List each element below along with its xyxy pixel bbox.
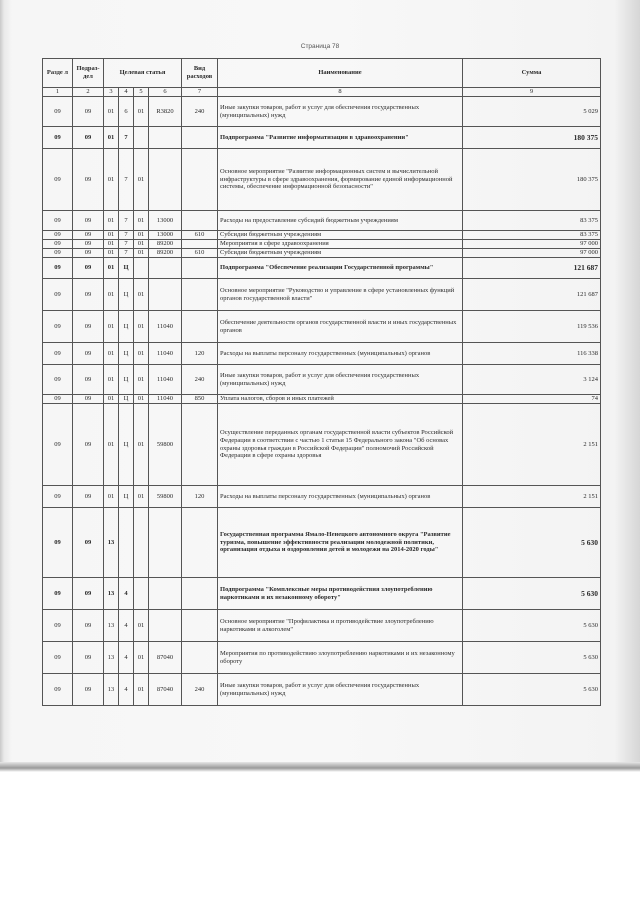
program-code-cell: 01 [104, 97, 119, 127]
amount-cell: 116 338 [463, 343, 601, 365]
direction-code-cell: 89200 [149, 249, 182, 258]
table-row [43, 149, 601, 211]
measure-code-cell [134, 258, 149, 279]
subprogram-code-cell: 7 [119, 240, 134, 249]
expense-type-cell [182, 642, 218, 674]
item-name-cell: Подпрограмма "Комплексные меры противодействия злоупотреблению наркотиками и их незаконному обороту" [218, 578, 463, 610]
subsection-cell: 09 [73, 365, 104, 395]
section-cell: 09 [43, 240, 73, 249]
direction-code-cell: 13000 [149, 211, 182, 231]
item-name-cell: Основное мероприятие "Развитие информационных систем и вычислительной инфраструктуры в сфере здравоохранения, формирование единой информационной системы, обеспечение информационной безопасности" [218, 149, 463, 211]
section-cell: 09 [43, 395, 73, 404]
subsection-cell: 09 [73, 127, 104, 149]
subprogram-code-cell: 7 [119, 127, 134, 149]
amount-cell: 119 536 [463, 311, 601, 343]
subsection-cell: 09 [73, 508, 104, 578]
header-expense-type: Вид расходов [182, 59, 218, 88]
budget-table [42, 58, 601, 706]
subsection-cell: 09 [73, 258, 104, 279]
subprogram-code-cell: 4 [119, 674, 134, 706]
amount-cell: 74 [463, 395, 601, 404]
table-row [43, 578, 601, 610]
amount-cell: 5 630 [463, 642, 601, 674]
program-code-cell: 01 [104, 279, 119, 311]
amount-cell: 121 687 [463, 258, 601, 279]
item-name-cell: Субсидии бюджетным учреждениям [218, 249, 463, 258]
item-name-cell: Подпрограмма "Обеспечение реализации Государственной программы" [218, 258, 463, 279]
measure-code-cell: 01 [134, 211, 149, 231]
item-name-cell: Государственная программа Ямало-Ненецкого автономного округа "Развитие туризма, повышение эффективности реализации молодежной политики, организация отдыха и оздоровления детей и молодежи на 2014-2020 годы" [218, 508, 463, 578]
subprogram-code-cell: Ц [119, 258, 134, 279]
program-code-cell: 01 [104, 240, 119, 249]
subprogram-code-cell: 7 [119, 249, 134, 258]
table-row [43, 279, 601, 311]
subsection-cell: 09 [73, 249, 104, 258]
program-code-cell: 01 [104, 343, 119, 365]
subsection-cell: 09 [73, 311, 104, 343]
section-cell: 09 [43, 279, 73, 311]
measure-code-cell: 01 [134, 231, 149, 240]
column-number: 7 [182, 88, 218, 97]
program-code-cell: 01 [104, 486, 119, 508]
section-cell: 09 [43, 578, 73, 610]
expense-type-cell [182, 258, 218, 279]
section-cell: 09 [43, 642, 73, 674]
header-amount: Сумма [463, 59, 601, 88]
subprogram-code-cell: Ц [119, 486, 134, 508]
section-cell: 09 [43, 311, 73, 343]
program-code-cell: 13 [104, 610, 119, 642]
header-section: Разде л [43, 59, 73, 88]
direction-code-cell: 11040 [149, 365, 182, 395]
expense-type-cell [182, 404, 218, 486]
amount-cell: 5 630 [463, 578, 601, 610]
subprogram-code-cell: Ц [119, 279, 134, 311]
item-name-cell: Осуществление переданных органам государственной власти субъектов Российской Федерации в соответствии с частью 1 статьи 15 Федерального закона "Об основах охраны здоровья граждан в Российской Федерации" полномочий Российской Федерации в сфере охраны здоровья [218, 404, 463, 486]
subprogram-code-cell: Ц [119, 343, 134, 365]
program-code-cell: 01 [104, 127, 119, 149]
item-name-cell: Субсидии бюджетным учреждениям [218, 231, 463, 240]
measure-code-cell: 01 [134, 97, 149, 127]
subprogram-code-cell: 6 [119, 97, 134, 127]
measure-code-cell: 01 [134, 642, 149, 674]
item-name-cell: Основное мероприятие "Профилактика и противодействие злоупотреблению наркотиками и алкоголем" [218, 610, 463, 642]
direction-code-cell: 11040 [149, 343, 182, 365]
column-number: 8 [218, 88, 463, 97]
section-cell: 09 [43, 249, 73, 258]
table-row [43, 404, 601, 486]
amount-cell: 97 000 [463, 240, 601, 249]
table-row [43, 231, 601, 240]
amount-cell: 97 000 [463, 249, 601, 258]
amount-cell: 83 375 [463, 211, 601, 231]
direction-code-cell [149, 279, 182, 311]
direction-code-cell: 11040 [149, 395, 182, 404]
table-row [43, 674, 601, 706]
direction-code-cell: 59800 [149, 486, 182, 508]
expense-type-cell [182, 240, 218, 249]
table-row [43, 249, 601, 258]
subsection-cell: 09 [73, 578, 104, 610]
program-code-cell: 01 [104, 404, 119, 486]
expense-type-cell [182, 149, 218, 211]
subsection-cell: 09 [73, 149, 104, 211]
table-row [43, 311, 601, 343]
subsection-cell: 09 [73, 395, 104, 404]
item-name-cell: Мероприятия по противодействию злоупотреблению наркотиками и их незаконному обороту [218, 642, 463, 674]
section-cell: 09 [43, 404, 73, 486]
subprogram-code-cell: 4 [119, 578, 134, 610]
column-number: 4 [119, 88, 134, 97]
subsection-cell: 09 [73, 642, 104, 674]
subprogram-code-cell: 4 [119, 642, 134, 674]
amount-cell: 2 151 [463, 404, 601, 486]
direction-code-cell [149, 508, 182, 578]
subprogram-code-cell: Ц [119, 404, 134, 486]
table-row [43, 486, 601, 508]
subprogram-code-cell: 7 [119, 231, 134, 240]
section-cell: 09 [43, 127, 73, 149]
subsection-cell: 09 [73, 486, 104, 508]
table-row [43, 508, 601, 578]
expense-type-cell [182, 211, 218, 231]
table-row [43, 365, 601, 395]
expense-type-cell: 610 [182, 249, 218, 258]
measure-code-cell [134, 127, 149, 149]
header-target: Целевая статья [104, 59, 182, 88]
subsection-cell: 09 [73, 240, 104, 249]
scan-edge [0, 762, 640, 772]
direction-code-cell: 13000 [149, 231, 182, 240]
section-cell: 09 [43, 97, 73, 127]
expense-type-cell: 240 [182, 97, 218, 127]
table-row [43, 240, 601, 249]
section-cell: 09 [43, 343, 73, 365]
program-code-cell: 01 [104, 149, 119, 211]
table-row [43, 610, 601, 642]
header-row [43, 59, 601, 88]
amount-cell: 5 630 [463, 674, 601, 706]
column-number: 3 [104, 88, 119, 97]
section-cell: 09 [43, 365, 73, 395]
direction-code-cell [149, 149, 182, 211]
column-number: 5 [134, 88, 149, 97]
item-name-cell: Иные закупки товаров, работ и услуг для обеспечения государственных (муниципальных) нужд [218, 674, 463, 706]
table-row [43, 343, 601, 365]
direction-code-cell: 11040 [149, 311, 182, 343]
measure-code-cell: 01 [134, 674, 149, 706]
amount-cell: 83 375 [463, 231, 601, 240]
amount-cell: 180 375 [463, 127, 601, 149]
table-row [43, 258, 601, 279]
program-code-cell: 13 [104, 578, 119, 610]
expense-type-cell [182, 610, 218, 642]
table-row [43, 97, 601, 127]
amount-cell: 180 375 [463, 149, 601, 211]
subprogram-code-cell: Ц [119, 365, 134, 395]
item-name-cell: Мероприятия в сфере здравоохранения [218, 240, 463, 249]
direction-code-cell: 59800 [149, 404, 182, 486]
column-number: 1 [43, 88, 73, 97]
measure-code-cell: 01 [134, 365, 149, 395]
subprogram-code-cell: 7 [119, 211, 134, 231]
section-cell: 09 [43, 231, 73, 240]
measure-code-cell: 01 [134, 149, 149, 211]
direction-code-cell: 87040 [149, 642, 182, 674]
program-code-cell: 13 [104, 674, 119, 706]
item-name-cell: Подпрограмма "Развитие информатизации в здравоохранении" [218, 127, 463, 149]
table-row [43, 211, 601, 231]
program-code-cell: 13 [104, 508, 119, 578]
item-name-cell: Иные закупки товаров, работ и услуг для обеспечения государственных (муниципальных) нужд [218, 97, 463, 127]
program-code-cell: 01 [104, 395, 119, 404]
header-subsection: Подраз- дел [73, 59, 104, 88]
measure-code-cell: 01 [134, 404, 149, 486]
direction-code-cell [149, 578, 182, 610]
measure-code-cell [134, 578, 149, 610]
expense-type-cell [182, 127, 218, 149]
subsection-cell: 09 [73, 343, 104, 365]
item-name-cell: Основное мероприятие "Руководство и управление в сфере установленных функций органов государственной власти" [218, 279, 463, 311]
subsection-cell: 09 [73, 211, 104, 231]
expense-type-cell [182, 508, 218, 578]
section-cell: 09 [43, 674, 73, 706]
column-number: 9 [463, 88, 601, 97]
section-cell: 09 [43, 149, 73, 211]
measure-code-cell: 01 [134, 240, 149, 249]
direction-code-cell: R3820 [149, 97, 182, 127]
subprogram-code-cell: 4 [119, 610, 134, 642]
subprogram-code-cell: 7 [119, 149, 134, 211]
expense-type-cell: 610 [182, 231, 218, 240]
program-code-cell: 01 [104, 249, 119, 258]
subprogram-code-cell: Ц [119, 311, 134, 343]
direction-code-cell: 89200 [149, 240, 182, 249]
item-name-cell: Обеспечение деятельности органов государственной власти и иных государственных органов [218, 311, 463, 343]
expense-type-cell: 850 [182, 395, 218, 404]
column-number: 6 [149, 88, 182, 97]
program-code-cell: 01 [104, 231, 119, 240]
expense-type-cell: 120 [182, 343, 218, 365]
item-name-cell: Расходы на выплаты персоналу государственных (муниципальных) органов [218, 486, 463, 508]
measure-code-cell: 01 [134, 249, 149, 258]
program-code-cell: 13 [104, 642, 119, 674]
subsection-cell: 09 [73, 231, 104, 240]
table-row [43, 127, 601, 149]
expense-type-cell: 240 [182, 365, 218, 395]
measure-code-cell: 01 [134, 343, 149, 365]
direction-code-cell [149, 258, 182, 279]
table-row [43, 395, 601, 404]
direction-code-cell [149, 127, 182, 149]
subprogram-code-cell [119, 508, 134, 578]
measure-code-cell: 01 [134, 610, 149, 642]
expense-type-cell: 240 [182, 674, 218, 706]
amount-cell: 121 687 [463, 279, 601, 311]
table-row [43, 642, 601, 674]
item-name-cell: Иные закупки товаров, работ и услуг для обеспечения государственных (муниципальных) нужд [218, 365, 463, 395]
subsection-cell: 09 [73, 279, 104, 311]
expense-type-cell [182, 311, 218, 343]
subprogram-code-cell: Ц [119, 395, 134, 404]
program-code-cell: 01 [104, 365, 119, 395]
item-name-cell: Расходы на выплаты персоналу государственных (муниципальных) органов [218, 343, 463, 365]
expense-type-cell [182, 279, 218, 311]
program-code-cell: 01 [104, 311, 119, 343]
amount-cell: 5 630 [463, 610, 601, 642]
amount-cell: 5 029 [463, 97, 601, 127]
measure-code-cell: 01 [134, 311, 149, 343]
header-name: Наименование [218, 59, 463, 88]
page-number: Страница 78 [300, 43, 340, 50]
section-cell: 09 [43, 211, 73, 231]
column-number-row [43, 88, 601, 97]
item-name-cell: Расходы на предоставление субсидий бюджетным учреждениям [218, 211, 463, 231]
item-name-cell: Уплата налогов, сборов и иных платежей [218, 395, 463, 404]
expense-type-cell [182, 578, 218, 610]
direction-code-cell: 87040 [149, 674, 182, 706]
measure-code-cell: 01 [134, 395, 149, 404]
measure-code-cell: 01 [134, 486, 149, 508]
column-number: 2 [73, 88, 104, 97]
section-cell: 09 [43, 508, 73, 578]
section-cell: 09 [43, 610, 73, 642]
subsection-cell: 09 [73, 674, 104, 706]
subsection-cell: 09 [73, 97, 104, 127]
measure-code-cell: 01 [134, 279, 149, 311]
section-cell: 09 [43, 486, 73, 508]
expense-type-cell: 120 [182, 486, 218, 508]
subsection-cell: 09 [73, 610, 104, 642]
measure-code-cell [134, 508, 149, 578]
amount-cell: 5 630 [463, 508, 601, 578]
subsection-cell: 09 [73, 404, 104, 486]
amount-cell: 3 124 [463, 365, 601, 395]
program-code-cell: 01 [104, 258, 119, 279]
direction-code-cell [149, 610, 182, 642]
section-cell: 09 [43, 258, 73, 279]
program-code-cell: 01 [104, 211, 119, 231]
amount-cell: 2 151 [463, 486, 601, 508]
